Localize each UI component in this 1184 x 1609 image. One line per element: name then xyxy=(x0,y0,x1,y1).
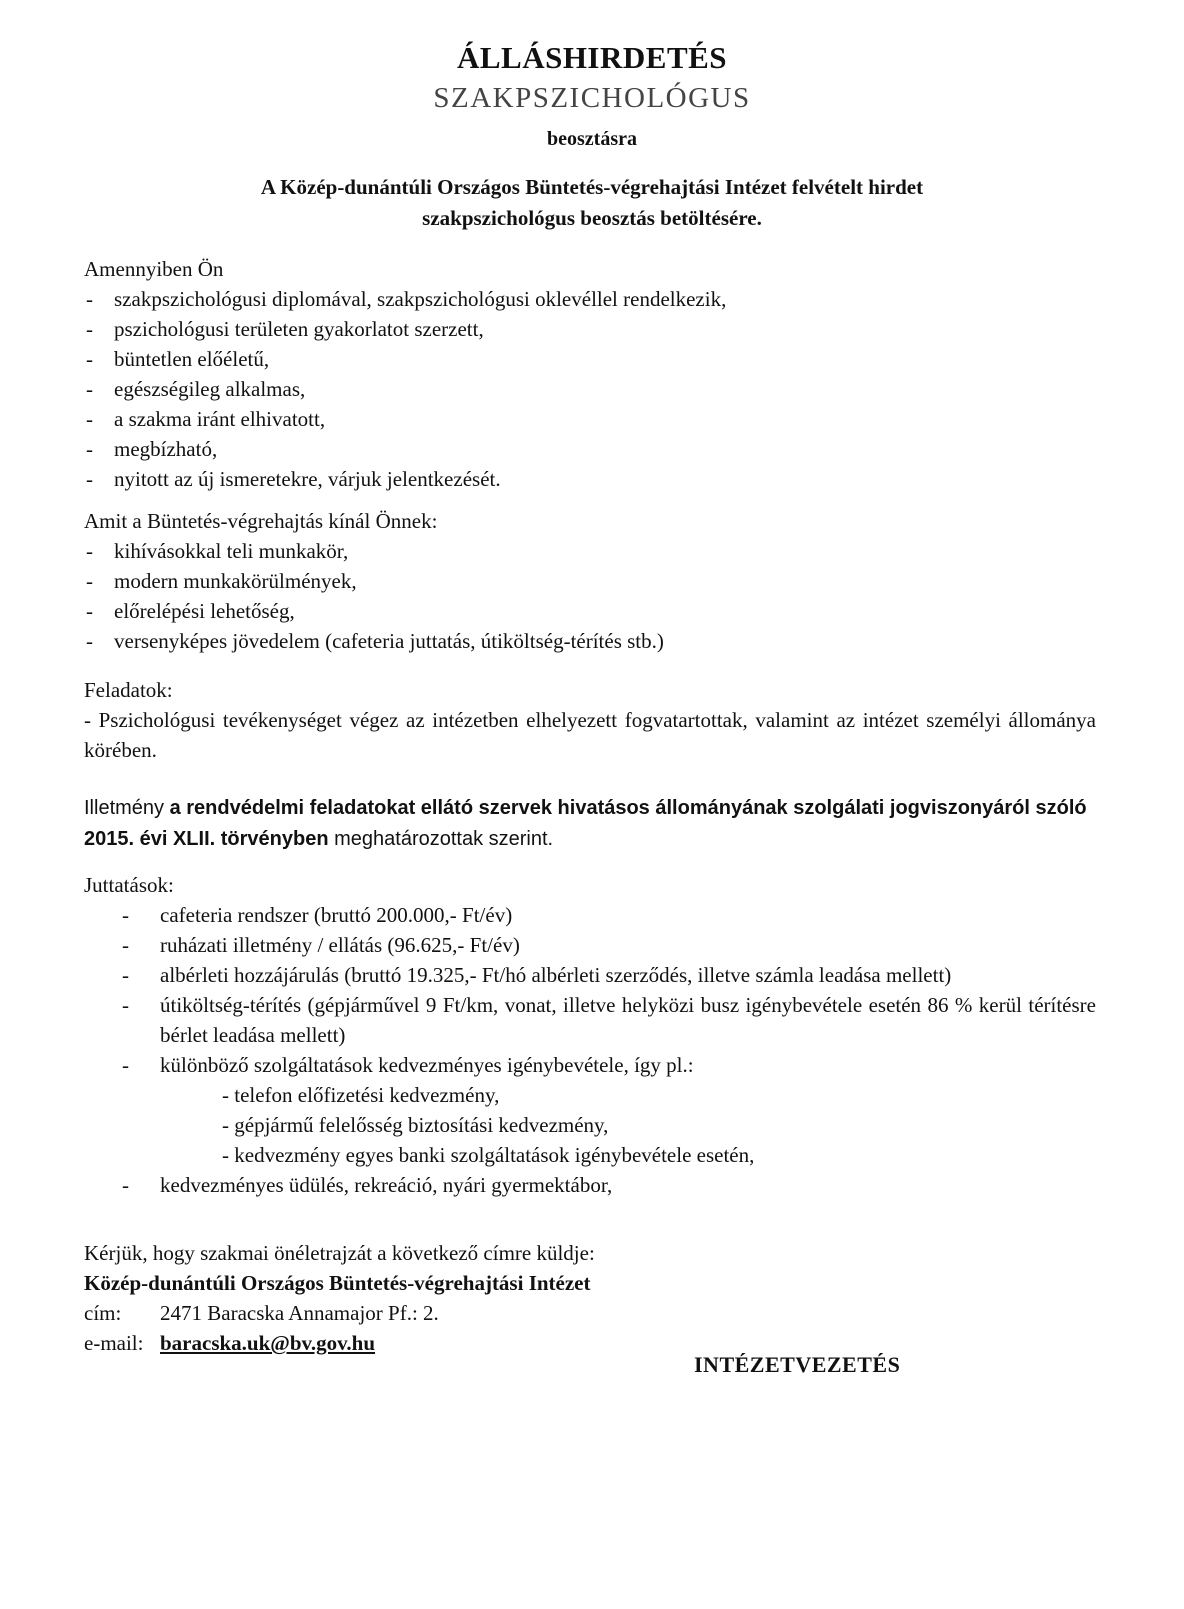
position-title: SZAKPSZICHOLÓGUS xyxy=(433,82,751,114)
list-item: - versenyképes jövedelem (cafeteria juttatás, útiköltség-térítés stb.) xyxy=(84,626,1096,656)
list-item: - büntetlen előéletű, xyxy=(84,344,1096,374)
position-subtitle: beosztásra xyxy=(547,128,637,150)
salary-suffix: meghatározottak szerint. xyxy=(328,828,554,850)
organization-name: Közép-dunántúli Országos Büntetés-végrehajtási Intézet xyxy=(84,1271,591,1295)
contact-section xyxy=(84,1238,1096,1358)
benefits-list-end xyxy=(84,1170,1096,1200)
list-item: - ruházati illetmény / ellátás (96.625,- Ft/év) xyxy=(84,930,1096,960)
list-item: - előrelépési lehetőség, xyxy=(84,596,1096,626)
offer-heading: Amit a Büntetés-végrehajtás kínál Önnek: xyxy=(84,509,438,533)
list-item: - megbízható, xyxy=(84,434,1096,464)
intro-text xyxy=(0,172,1184,234)
offer-section xyxy=(84,506,1096,656)
salary-prefix: Illetmény xyxy=(84,797,170,819)
list-item: - különböző szolgáltatások kedvezményes igénybevétele, így pl.: xyxy=(84,1050,1096,1080)
address-line xyxy=(84,1298,1096,1328)
list-item: - albérleti hozzájárulás (bruttó 19.325,- Ft/hó albérleti szerződés, illetve számla leadása mellett) xyxy=(84,960,1096,990)
benefits-section xyxy=(84,870,1096,1200)
email-label: e-mail: xyxy=(84,1331,144,1355)
tasks-section xyxy=(84,675,1096,765)
list-item: - útiköltség-térítés (gépjárművel 9 Ft/km, vonat, illetve helyközi busz igénybevétele esetén 86 % kerül térítésre bérlet leadása mellett) xyxy=(84,990,1096,1050)
salary-section xyxy=(84,793,1096,855)
list-item: - modern munkakörülmények, xyxy=(84,566,1096,596)
tasks-text: - Pszichológusi tevékenységet végez az intézetben elhelyezett fogvatartottak, valamint az intézet személyi állománya körében. xyxy=(84,708,1096,762)
list-item: - szakpszichológusi diplomával, szakpszichológusi oklevéllel rendelkezik, xyxy=(84,284,1096,314)
requirements-section xyxy=(84,254,1096,494)
requirements-heading: Amennyiben Ön xyxy=(84,257,224,281)
signature: INTÉZETVEZETÉS xyxy=(694,1352,901,1377)
offer-list xyxy=(84,536,1096,656)
sub-list-item: - telefon előfizetési kedvezmény, xyxy=(222,1083,500,1107)
list-item: - egészségileg alkalmas, xyxy=(84,374,1096,404)
list-item: - kihívásokkal teli munkakör, xyxy=(84,536,1096,566)
list-item: - a szakma iránt elhivatott, xyxy=(84,404,1096,434)
sub-list-item: - kedvezmény egyes banki szolgáltatások igénybevétele esetén, xyxy=(222,1143,755,1167)
list-item: - kedvezményes üdülés, rekreáció, nyári gyermektábor, xyxy=(84,1170,1096,1200)
benefits-list xyxy=(84,900,1096,1080)
address-label: cím: xyxy=(84,1301,122,1325)
email-link[interactable]: baracska.uk@bv.gov.hu xyxy=(160,1331,376,1355)
email-line xyxy=(84,1328,1096,1358)
address-value: 2471 Baracska Annamajor Pf.: 2. xyxy=(160,1301,439,1325)
salary-law-reference: a rendvédelmi feladatokat ellátó szervek hivatásos állományának szolgálati jogviszonyáról szóló 2015. évi XLII. törvényben xyxy=(84,797,1087,850)
list-item: - pszichológusi területen gyakorlatot szerzett, xyxy=(84,314,1096,344)
list-item: - nyitott az új ismeretekre, várjuk jelentkezését. xyxy=(84,464,1096,494)
contact-request: Kérjük, hogy szakmai önéletrajzát a következő címre küldje: xyxy=(84,1241,595,1265)
sub-list-item: - gépjármű felelősség biztosítási kedvezmény, xyxy=(222,1113,609,1137)
tasks-heading: Feladatok: xyxy=(84,678,173,702)
intro-line-2: szakpszichológus beosztás betöltésére. xyxy=(422,206,762,230)
list-item: - cafeteria rendszer (bruttó 200.000,- Ft/év) xyxy=(84,900,1096,930)
page-title: ÁLLÁSHIRDETÉS xyxy=(456,40,728,75)
requirements-list xyxy=(84,284,1096,494)
intro-line-1: A Közép-dunántúli Országos Büntetés-végrehajtási Intézet felvételt hirdet xyxy=(260,175,924,199)
benefits-sublist xyxy=(84,1080,1096,1170)
benefits-heading: Juttatások: xyxy=(84,873,174,897)
